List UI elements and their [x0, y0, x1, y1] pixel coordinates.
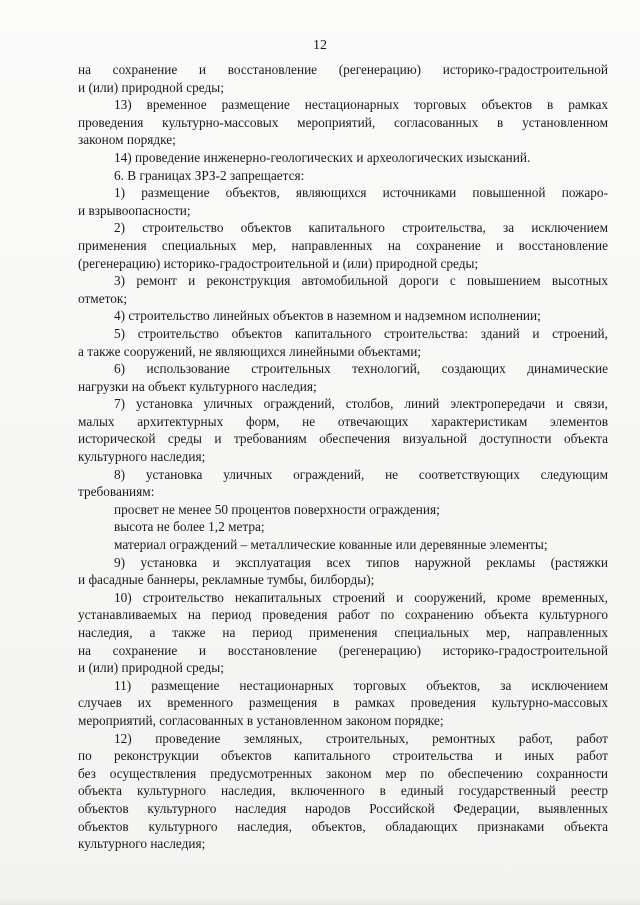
page-bottom-edge [0, 897, 640, 905]
text-line: (регенерацию) историко-градостроительной и (или) природной среды; [78, 255, 479, 271]
text-line: 1) размещение объектов, являющихся источниками повышенной пожаро- [114, 185, 608, 201]
text-line: без осуществления предусмотренных законом мер по обеспечению сохранности [78, 765, 608, 781]
text-line: объектов культурного наследия народов Российской Федерации, выявленных [78, 800, 608, 816]
text-line: 12) проведение земляных, строительных, ремонтных работ, работ [114, 730, 608, 746]
text-line: на сохранение и восстановление (регенерацию) историко-градостроительной [78, 62, 608, 77]
text-line: наследия, а также на период применения специальных мер, направленных [78, 625, 608, 640]
text-line: отметок; [78, 290, 128, 306]
text-line: и (или) природной среды; [78, 79, 224, 95]
text-line: законом порядке; [78, 132, 176, 148]
text-line: 6) использование строительных технологий, создающих динамические [114, 361, 608, 377]
text-line: мероприятий, согласованных в установленном законом порядке; [78, 712, 444, 728]
text-line: 7) установка уличных ограждений, столбов, линий электропередачи и связи, [114, 396, 608, 412]
text-line: и (или) природной среды; [78, 660, 224, 676]
text-line: устанавливаемых на период проведения работ по сохранению объекта культурного [78, 607, 608, 623]
text-line: исторической среды и требованиям обеспечения визуальной доступности объекта [78, 431, 608, 447]
text-line: проведения культурно-массовых мероприятий, согласованных в установленном [78, 114, 608, 130]
text-line: 5) строительство объектов капитального строительства: зданий и строений, [114, 325, 608, 341]
text-line: 11) размещение нестационарных торговых объектов, за исключением [114, 677, 608, 693]
text-line: просвет не менее 50 процентов поверхности ограждения; [114, 501, 440, 517]
page-number: 12 [313, 38, 327, 53]
text-line: 14) проведение инженерно-геологических и археологических изысканий. [114, 149, 531, 165]
text-line: 9) установка и эксплуатация всех типов наружной рекламы (растяжки [114, 554, 608, 570]
text-line: высота не более 1,2 метра; [114, 519, 265, 535]
text-line: нагрузки на объект культурного наследия; [78, 378, 317, 394]
text-line: требованиям: [78, 484, 155, 500]
text-line: малых архитектурных форм, не отвечающих характеристикам элементов [78, 413, 608, 429]
text-line: 4) строительство линейных объектов в наземном и надземном исполнении; [114, 308, 541, 324]
text-line: и взрывоопасности; [78, 202, 191, 218]
text-line: применения специальных мер, направленных на сохранение и восстановление [78, 237, 608, 253]
text-line: культурного наследия; [78, 836, 206, 852]
text-line: а также сооружений, не являющихся линейными объектами; [78, 343, 422, 359]
text-line: 13) временное размещение нестационарных торговых объектов в рамках [114, 97, 608, 113]
text-line: 2) строительство объектов капитального строительства, за исключением [114, 220, 608, 236]
text-line: 10) строительство некапитальных строений и сооружений, кроме временных, [114, 589, 608, 605]
text-line: 6. В границах ЗРЗ-2 запрещается: [114, 167, 305, 183]
text-line: по реконструкции объектов капитального строительства и иных работ [78, 748, 608, 764]
text-line: 3) ремонт и реконструкция автомобильной дороги с повышением высотных [114, 273, 608, 289]
text-line: объекта культурного наследия, включенного в единый государственный реестр [78, 783, 608, 799]
text-line: материал ограждений – металлические кованные или деревянные элементы; [114, 537, 548, 553]
text-line: и фасадные баннеры, рекламные тумбы, билборды); [78, 572, 375, 588]
text-line: на сохранение и восстановление (регенерацию) историко-градостроительной [78, 642, 608, 658]
text-line: культурного наследия; [78, 449, 206, 465]
text-line: объектов культурного наследия, объектов, обладающих признаками объекта [78, 818, 608, 834]
document-body [78, 61, 608, 853]
text-line: 8) установка уличных ограждений, не соответствующих следующим [114, 466, 608, 482]
text-line: случаев их временного размещения в рамках проведения культурно-массовых [78, 695, 608, 711]
